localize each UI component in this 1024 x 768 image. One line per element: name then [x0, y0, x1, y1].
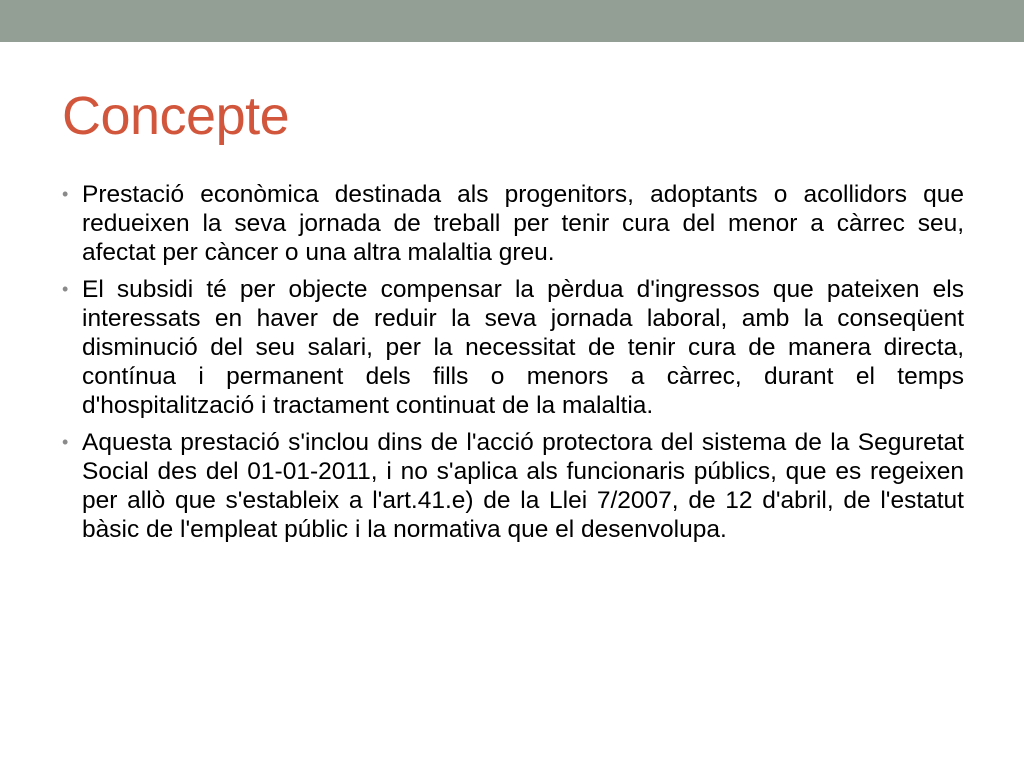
- bullet-text: Aquesta prestació s'inclou dins de l'acció protectora del sistema de la Seguretat Social des del 01-01-2011, i no s'aplica als funcionaris públics, que es regeixen per allò que s'estableix a l'art.41.e) de la Llei 7/2007, de 12 d'abril, de l'estatut bàsic de l'empleat públic i la normativa que el desenvolupa.: [82, 429, 964, 543]
- bullet-text: Prestació econòmica destinada als progenitors, adoptants o acollidors que redueixen la seva jornada de treball per tenir cura del menor a càrrec seu, afectat per càncer o una altra malaltia greu.: [82, 181, 964, 266]
- bullet-item-3: [62, 428, 964, 544]
- bullet-text: El subsidi té per objecte compensar la pèrdua d'ingressos que pateixen els interessats en haver de reduir la seva jornada laboral, amb la conseqüent disminució del seu salari, per la necessitat de tenir cura de manera directa, contínua i permanent dels fills o menors a càrrec, durant el temps d'hospitalització i tractament continuat de la malaltia.: [82, 276, 964, 419]
- slide-content: [62, 180, 964, 552]
- slide-title: Concepte: [62, 86, 290, 146]
- bullet-item-2: [62, 275, 964, 420]
- top-accent-bar: [0, 0, 1024, 42]
- bullet-item-1: [62, 180, 964, 267]
- bullet-dot-icon: •: [62, 279, 69, 299]
- bullet-dot-icon: •: [62, 184, 69, 204]
- bullet-list: [62, 180, 964, 544]
- bullet-dot-icon: •: [62, 432, 69, 452]
